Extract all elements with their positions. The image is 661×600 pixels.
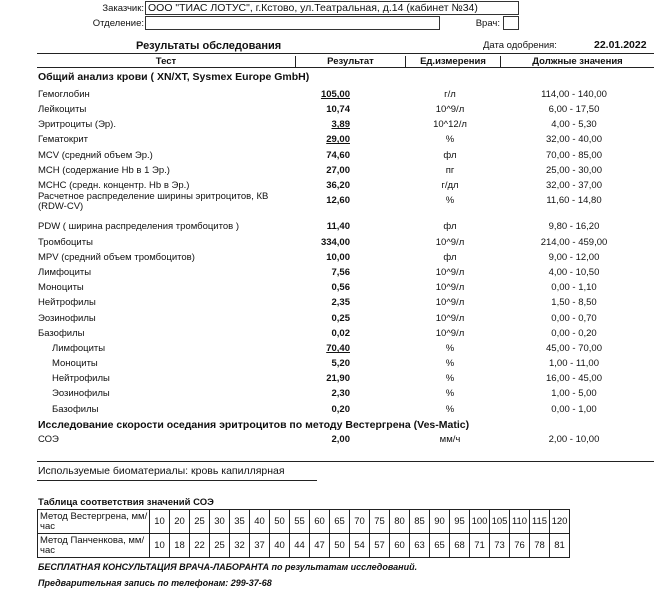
esr-cell-panchenkov: 50 [330,534,350,558]
test-name: Нейтрофилы [38,297,96,308]
esr-cell-westergren: 65 [330,510,350,534]
esr-cell-panchenkov: 81 [550,534,570,558]
esr-cell-panchenkov: 65 [430,534,450,558]
esr-cell-westergren: 25 [190,510,210,534]
test-result: 2,30 [331,388,350,399]
esr-cell-westergren: 30 [210,510,230,534]
test-name: Эритроциты (Эр). [38,119,116,130]
test-result: 29,00 [326,134,350,145]
test-unit: 10^9/л [435,328,465,339]
test-result: 0,25 [331,313,350,324]
esr-cell-westergren: 120 [550,510,570,534]
test-name: Базофилы [52,404,99,415]
esr-cell-westergren: 95 [450,510,470,534]
test-range: 4,00 - 5,30 [551,119,597,130]
esr-cell-panchenkov: 78 [530,534,550,558]
esr-cell-panchenkov: 73 [490,534,510,558]
test-range: 9,80 - 16,20 [548,221,600,232]
test-unit: фл [443,150,457,161]
test-result: 2,35 [331,297,350,308]
table-row [0,150,661,164]
test-name: Эозинофилы [52,388,110,399]
test-name: MPV (средний объем тромбоцитов) [38,252,195,263]
table-row [0,165,661,179]
table-row [0,297,661,311]
test-result: 0,56 [331,282,350,293]
test-range: 45,00 - 70,00 [546,343,602,354]
test-name: MCH (содержание Hb в 1 Эр.) [38,165,170,176]
test-unit: % [445,358,455,369]
table-row [0,404,661,418]
test-result: 334,00 [320,237,350,248]
test-name: Гемоглобин [38,89,90,100]
test-name: MCV (средний объем Эр.) [38,150,153,161]
esr-cell-panchenkov: 32 [230,534,250,558]
esr-cell-westergren: 90 [430,510,450,534]
test-result: 0,02 [331,328,350,339]
doctor-field [503,16,519,30]
test-unit: % [445,343,455,354]
test-result: 74,60 [326,150,350,161]
esr-conversion-table [37,509,570,558]
esr-cell-westergren: 10 [150,510,170,534]
test-result: 5,20 [331,358,350,369]
test-range: 1,00 - 11,00 [548,358,599,369]
test-range: 9,00 - 12,00 [548,252,600,263]
esr-cell-westergren: 100 [470,510,490,534]
table-row [0,343,661,357]
test-range: 114,00 - 140,00 [541,89,607,100]
test-range: 0,00 - 0,20 [551,328,597,339]
esr-cell-panchenkov: 76 [510,534,530,558]
test-name: Базофилы [38,328,85,339]
test-unit: % [445,134,455,145]
test-result: 10,74 [326,104,350,115]
biomaterial-divider-top [37,461,654,462]
section-esr-title: Исследование скорости оседания эритроцитов по методу Вестергрена (Ves-Matic) [38,419,470,431]
test-name: Лейкоциты [38,104,87,115]
esr-cell-westergren: 115 [530,510,550,534]
esr-cell-panchenkov: 54 [350,534,370,558]
test-range: 2,00 - 10,00 [548,434,600,445]
esr-cell-westergren: 60 [310,510,330,534]
test-unit: 10^9/л [435,104,465,115]
test-name: Расчетное распределение ширины эритроцитов, КВ (RDW-CV) [38,191,269,212]
test-name: Эозинофилы [38,313,96,324]
table-row [0,328,661,342]
table-row [0,373,661,387]
test-result: 10,00 [326,252,350,263]
esr-cell-panchenkov: 10 [150,534,170,558]
approval-date: 22.01.2022 [594,39,647,51]
test-range: 11,60 - 14,80 [546,195,602,206]
esr-cell-westergren: 35 [230,510,250,534]
test-result: 36,20 [326,180,350,191]
esr-cell-westergren: 55 [290,510,310,534]
esr-cell-westergren: 80 [390,510,410,534]
column-header-unit: Ед.измерения [405,56,500,68]
test-name: Лимфоциты [52,343,106,354]
customer-field: ООО "ТИАС ЛОТУС", г.Кстово, ул.Театральная, д.14 (кабинет №34) [145,1,519,15]
esr-cell-panchenkov: 18 [170,534,190,558]
esr-cell-panchenkov: 40 [270,534,290,558]
table-row [0,358,661,372]
test-range: 1,00 - 5,00 [551,388,597,399]
department-field [145,16,440,30]
test-range: 1,50 - 8,50 [551,297,597,308]
table-row [0,119,661,133]
test-result: 3,89 [331,119,350,130]
test-result: 0,20 [331,404,350,415]
column-header-range: Должные значения [500,56,654,68]
esr-cell-panchenkov: 68 [450,534,470,558]
test-unit: мм/ч [439,434,461,445]
esr-cell-panchenkov: 47 [310,534,330,558]
test-unit: фл [443,252,457,263]
table-row [0,134,661,148]
test-range: 0,00 - 1,10 [551,282,597,293]
test-range: 214,00 - 459,00 [540,237,608,248]
esr-cell-panchenkov: 71 [470,534,490,558]
test-unit: 10^9/л [435,282,465,293]
esr-cell-panchenkov: 44 [290,534,310,558]
esr-cell-westergren: 110 [510,510,530,534]
test-result: 21,90 [326,373,350,384]
esr-cell-panchenkov: 63 [410,534,430,558]
test-name: Лимфоциты [38,267,92,278]
approval-label: Дата одобрения: [483,40,557,51]
test-name: Тромбоциты [38,237,93,248]
title-divider [37,53,654,54]
test-unit: фл [443,221,457,232]
test-range: 0,00 - 1,00 [551,404,597,415]
doctor-label: Врач: [475,18,500,29]
esr-cell-westergren: 85 [410,510,430,534]
table-row-esr [0,434,661,448]
test-unit: % [445,388,455,399]
esr-cell-panchenkov: 22 [190,534,210,558]
test-unit: 10^9/л [435,237,465,248]
table-row [0,252,661,266]
test-range: 32,00 - 37,00 [546,180,602,191]
esr-row-westergren [38,510,570,534]
test-unit: г/дл [441,180,459,191]
report-title: Результаты обследования [136,40,282,52]
test-unit: 10^12/л [433,119,467,130]
test-name: Моноциты [38,282,84,293]
phone-note: Предварительная запись по телефонам: 299-37-68 [38,578,272,588]
consultation-note: БЕСПЛАТНАЯ КОНСУЛЬТАЦИЯ ВРАЧА-ЛАБОРАНТА по результатам исследований. [38,562,418,572]
table-row [0,237,661,251]
table-row [0,191,661,212]
test-result: 70,40 [326,343,350,354]
test-unit: % [445,373,455,384]
esr-table-title: Таблица соответствия значений СОЭ [38,497,214,508]
esr-cell-panchenkov: 57 [370,534,390,558]
biomaterial-divider-bottom [37,480,317,481]
section-cbc-title: Общий анализ крови ( XN/XT, Sysmex Europe GmbH) [38,71,310,83]
test-name: СОЭ [38,434,59,445]
test-range: 6,00 - 17,50 [548,104,600,115]
esr-cell-westergren: 20 [170,510,190,534]
test-result: 12,60 [326,195,350,206]
esr-cell-westergren: 40 [250,510,270,534]
test-unit: 10^9/л [435,267,465,278]
test-unit: г/л [444,89,456,100]
test-range: 0,00 - 0,70 [551,313,597,324]
test-range: 25,00 - 30,00 [546,165,602,176]
test-range: 16,00 - 45,00 [546,373,602,384]
esr-row-label: Метод Панченкова, мм/час [38,534,150,558]
esr-row-label: Метод Вестергрена, мм/час [38,510,150,534]
customer-label: Заказчик: [102,3,144,14]
test-result: 27,00 [326,165,350,176]
table-row [0,89,661,103]
test-name: Нейтрофилы [52,373,110,384]
esr-cell-westergren: 50 [270,510,290,534]
table-row [0,282,661,296]
table-row [0,388,661,402]
test-result: 2,00 [331,434,350,445]
test-result: 105,00 [320,89,350,100]
test-result: 7,56 [331,267,350,278]
test-name: Моноциты [52,358,98,369]
column-header-test: Тест [37,56,295,68]
esr-row-panchenkov [38,534,570,558]
test-unit: пг [445,165,455,176]
esr-cell-panchenkov: 60 [390,534,410,558]
esr-cell-westergren: 105 [490,510,510,534]
table-row [0,221,661,235]
table-row [0,267,661,281]
esr-cell-westergren: 70 [350,510,370,534]
department-label: Отделение: [92,18,144,29]
esr-cell-panchenkov: 37 [250,534,270,558]
column-header-result: Результат [295,56,405,68]
test-result: 11,40 [326,221,350,232]
test-unit: 10^9/л [435,297,465,308]
test-name: Гематокрит [38,134,89,145]
esr-cell-westergren: 75 [370,510,390,534]
test-range: 4,00 - 10,50 [548,267,600,278]
table-row [0,313,661,327]
test-name: PDW ( ширина распределения тромбоцитов ) [38,221,239,232]
table-row [0,104,661,118]
test-unit: % [445,195,455,206]
test-unit: 10^9/л [435,313,465,324]
test-range: 32,00 - 40,00 [546,134,602,145]
test-range: 70,00 - 85,00 [546,150,602,161]
test-name: MCHC (средн. концентр. Hb в Эр.) [38,180,190,191]
test-unit: % [445,404,455,415]
esr-cell-panchenkov: 25 [210,534,230,558]
biomaterial-note: Используемые биоматериалы: кровь капиллярная [38,465,285,477]
